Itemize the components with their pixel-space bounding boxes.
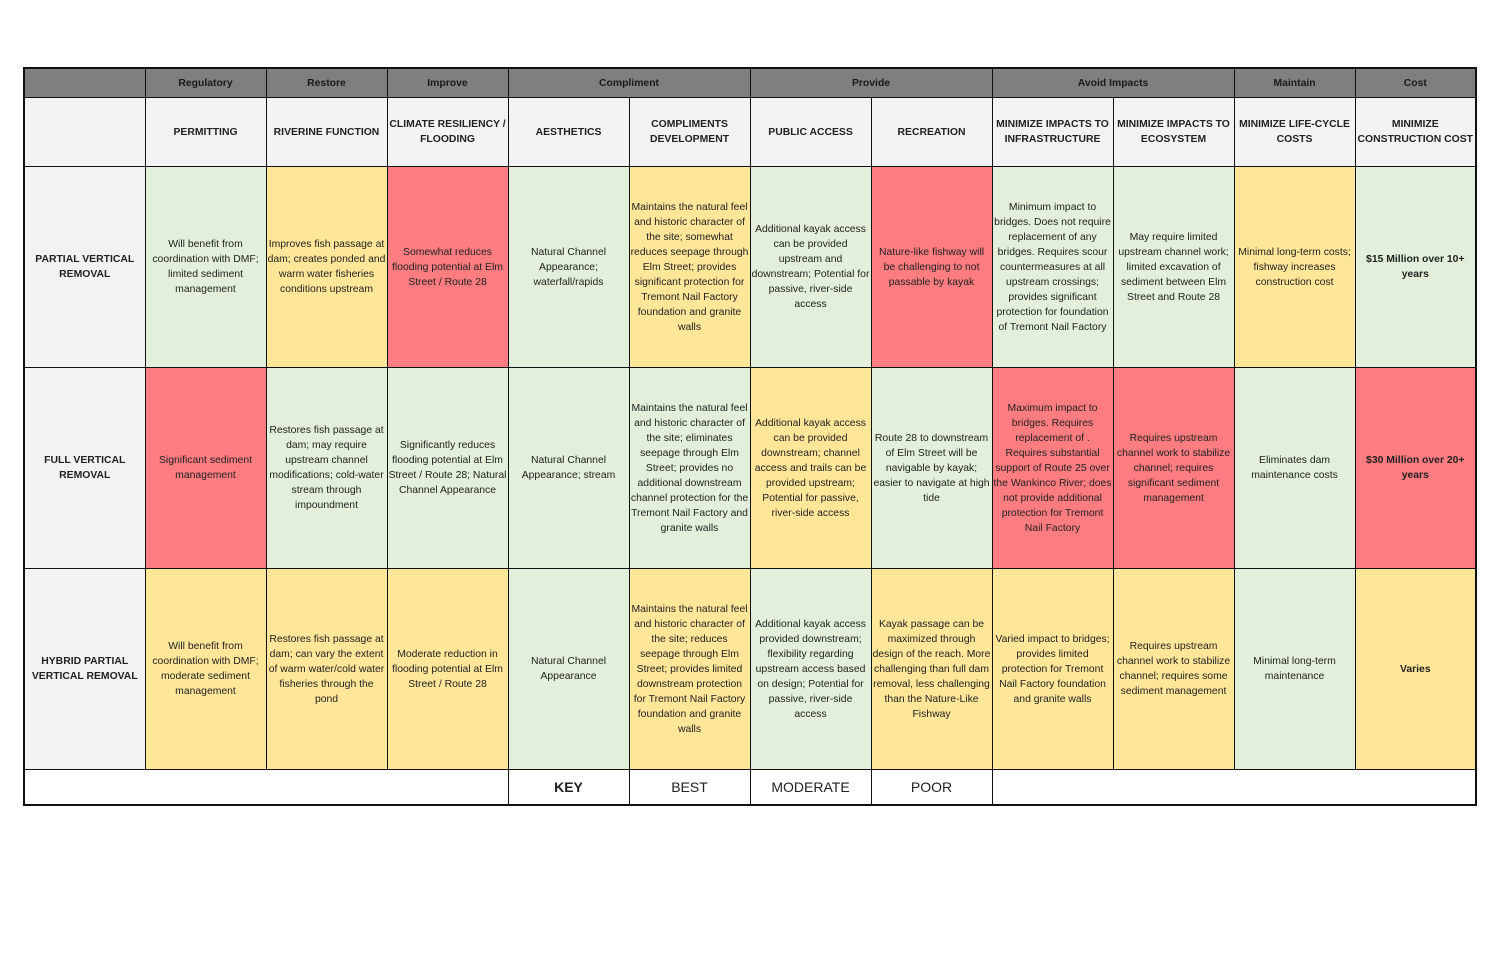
evaluation-cell: $30 Million over 20+ years bbox=[1355, 368, 1476, 569]
criteria-header: PERMITTING bbox=[145, 98, 266, 167]
category-header-row bbox=[24, 68, 1476, 98]
category-header: Cost bbox=[1355, 68, 1476, 98]
criteria-header: AESTHETICS bbox=[508, 98, 629, 167]
criteria-header: MINIMIZE CONSTRUCTION COST bbox=[1355, 98, 1476, 167]
evaluation-cell: Natural Channel Appearance; stream bbox=[508, 368, 629, 569]
evaluation-cell: Somewhat reduces flooding potential at Elm Street / Route 28 bbox=[387, 167, 508, 368]
evaluation-cell: Requires upstream channel work to stabilize channel; requires some sediment management bbox=[1113, 569, 1234, 770]
evaluation-cell: $15 Million over 10+ years bbox=[1355, 167, 1476, 368]
key-spacer bbox=[24, 770, 508, 806]
evaluation-cell: Eliminates dam maintenance costs bbox=[1234, 368, 1355, 569]
alternative-row bbox=[24, 167, 1476, 368]
criteria-header: MINIMIZE LIFE-CYCLE COSTS bbox=[1234, 98, 1355, 167]
evaluation-cell: Maintains the natural feel and historic character of the site; reduces seepage through Elm Street; provides limited downstream protection for Tremont Nail Factory foundation and granite walls bbox=[629, 569, 750, 770]
criteria-header-row bbox=[24, 98, 1476, 167]
category-header: Avoid Impacts bbox=[992, 68, 1234, 98]
criteria-header: COMPLIMENTS DEVELOPMENT bbox=[629, 98, 750, 167]
category-header: Regulatory bbox=[145, 68, 266, 98]
evaluation-cell: Additional kayak access can be provided downstream; channel access and trails can be provided upstream; Potential for passive, river-side access bbox=[750, 368, 871, 569]
category-header bbox=[24, 68, 145, 98]
evaluation-cell: Kayak passage can be maximized through design of the reach. More challenging than full dam removal, less challenging than the Nature-Like Fishway bbox=[871, 569, 992, 770]
category-header: Restore bbox=[266, 68, 387, 98]
key-moderate: MODERATE bbox=[750, 770, 871, 806]
evaluation-cell: Route 28 to downstream of Elm Street will be navigable by kayak; easier to navigate at high tide bbox=[871, 368, 992, 569]
alternative-row bbox=[24, 368, 1476, 569]
key-label: KEY bbox=[508, 770, 629, 806]
evaluation-cell: Moderate reduction in flooding potential at Elm Street / Route 28 bbox=[387, 569, 508, 770]
criteria-header: MINIMIZE IMPACTS TO INFRASTRUCTURE bbox=[992, 98, 1113, 167]
category-header: Maintain bbox=[1234, 68, 1355, 98]
criteria-header: RECREATION bbox=[871, 98, 992, 167]
criteria-header: RIVERINE FUNCTION bbox=[266, 98, 387, 167]
evaluation-cell: Varied impact to bridges; provides limited protection for Tremont Nail Factory foundation and granite walls bbox=[992, 569, 1113, 770]
criteria-header: MINIMIZE IMPACTS TO ECOSYSTEM bbox=[1113, 98, 1234, 167]
key-spacer bbox=[992, 770, 1476, 806]
criteria-header: CLIMATE RESILIENCY / FLOODING bbox=[387, 98, 508, 167]
evaluation-cell: May require limited upstream channel work; limited excavation of sediment between Elm Street and Route 28 bbox=[1113, 167, 1234, 368]
evaluation-cell: Restores fish passage at dam; may require upstream channel modifications; cold-water stream through impoundment bbox=[266, 368, 387, 569]
evaluation-cell: Significant sediment management bbox=[145, 368, 266, 569]
evaluation-cell: Maximum impact to bridges. Requires replacement of . Requires substantial support of Route 25 over the Wankinco River; does not provide additional protection for Tremont Nail Factory bbox=[992, 368, 1113, 569]
alternatives-matrix bbox=[23, 67, 1477, 806]
evaluation-cell: Significantly reduces flooding potential at Elm Street / Route 28; Natural Channel Appearance bbox=[387, 368, 508, 569]
evaluation-cell: Restores fish passage at dam; can vary the extent of warm water/cold water fisheries through the pond bbox=[266, 569, 387, 770]
alternative-row bbox=[24, 569, 1476, 770]
evaluation-cell: Minimum impact to bridges. Does not require replacement of any bridges. Requires scour countermeasures at all upstream crossings; provides significant protection for foundation of Tremont Nail Factory bbox=[992, 167, 1113, 368]
criteria-header bbox=[24, 98, 145, 167]
evaluation-cell: Additional kayak access provided downstream; flexibility regarding upstream access based on design; Potential for passive, river-side access bbox=[750, 569, 871, 770]
evaluation-cell: Minimal long-term maintenance bbox=[1234, 569, 1355, 770]
criteria-header: PUBLIC ACCESS bbox=[750, 98, 871, 167]
evaluation-cell: Will benefit from coordination with DMF; limited sediment management bbox=[145, 167, 266, 368]
evaluation-cell: Maintains the natural feel and historic character of the site; somewhat reduces seepage through Elm Street; provides significant protection for Tremont Nail Factory foundation and granite walls bbox=[629, 167, 750, 368]
alternative-label: FULL VERTICAL REMOVAL bbox=[24, 368, 145, 569]
key-row bbox=[24, 770, 1476, 806]
evaluation-cell: Additional kayak access can be provided upstream and downstream; Potential for passive, river-side access bbox=[750, 167, 871, 368]
evaluation-cell: Maintains the natural feel and historic character of the site; eliminates seepage through Elm Street; provides no additional downstream channel protection for the Tremont Nail Factory and granite walls bbox=[629, 368, 750, 569]
evaluation-cell: Varies bbox=[1355, 569, 1476, 770]
evaluation-cell: Natural Channel Appearance bbox=[508, 569, 629, 770]
alternative-label: HYBRID PARTIAL VERTICAL REMOVAL bbox=[24, 569, 145, 770]
evaluation-cell: Minimal long-term costs; fishway increases construction cost bbox=[1234, 167, 1355, 368]
category-header: Improve bbox=[387, 68, 508, 98]
category-header: Compliment bbox=[508, 68, 750, 98]
key-best: BEST bbox=[629, 770, 750, 806]
evaluation-cell: Will benefit from coordination with DMF; moderate sediment management bbox=[145, 569, 266, 770]
evaluation-cell: Improves fish passage at dam; creates ponded and warm water fisheries conditions upstream bbox=[266, 167, 387, 368]
alternative-label: PARTIAL VERTICAL REMOVAL bbox=[24, 167, 145, 368]
category-header: Provide bbox=[750, 68, 992, 98]
evaluation-cell: Requires upstream channel work to stabilize channel; requires significant sediment management bbox=[1113, 368, 1234, 569]
evaluation-cell: Natural Channel Appearance; waterfall/rapids bbox=[508, 167, 629, 368]
key-poor: POOR bbox=[871, 770, 992, 806]
evaluation-cell: Nature-like fishway will be challenging to not passable by kayak bbox=[871, 167, 992, 368]
